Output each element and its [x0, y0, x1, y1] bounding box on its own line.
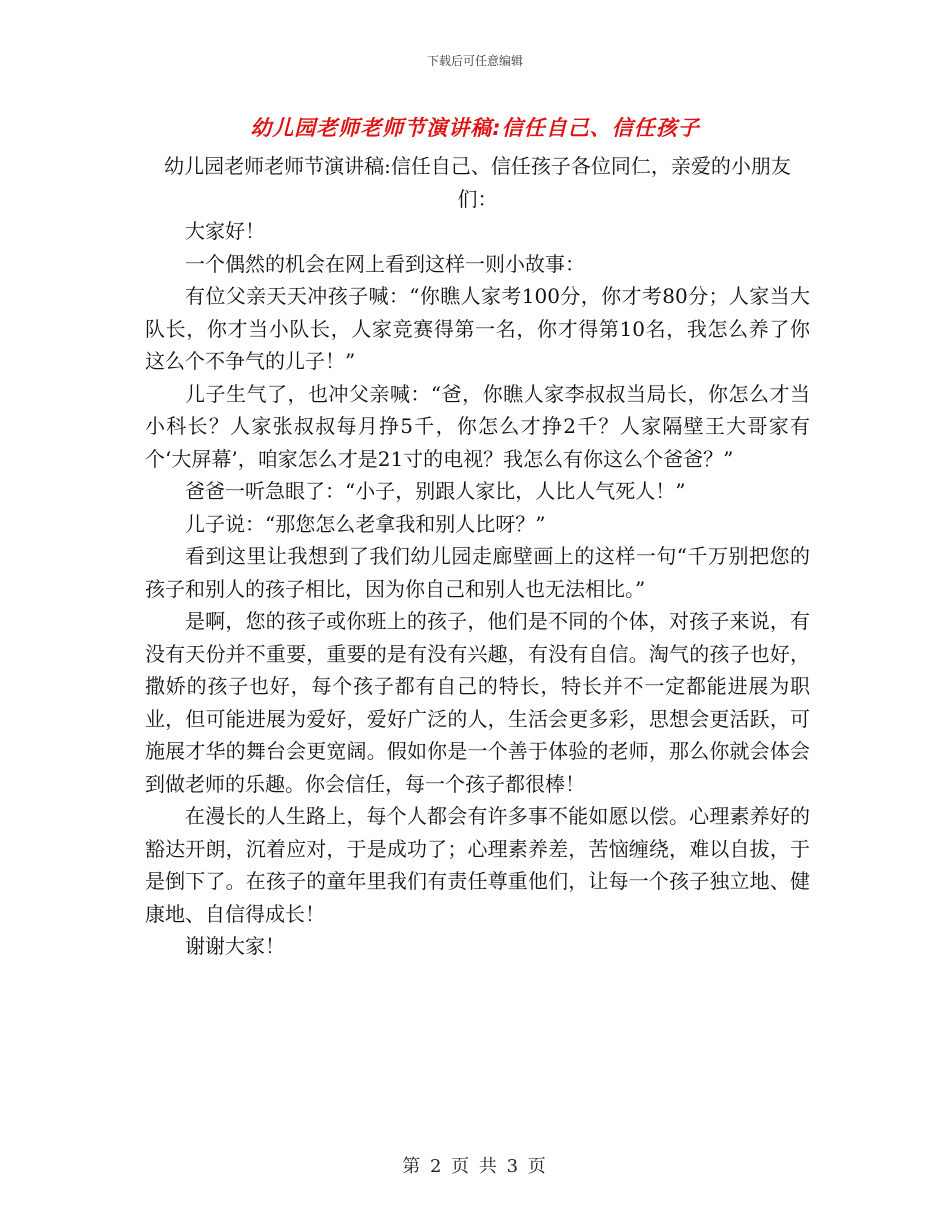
paragraph-son: 儿子生气了，也冲父亲喊：“爸，你瞧人家李叔叔当局长，你怎么才当小科长？人家张叔叔每月挣5千，你怎么才挣2千？人家隔壁王大哥家有个‘大屏幕’，咱家怎么才是21寸的电视？我怎么有你这么个爸爸？”	[145, 381, 810, 471]
paragraph-greeting: 大家好！	[185, 219, 265, 243]
paragraph-thanks: 谢谢大家！	[185, 934, 285, 958]
page-footer: 第 2 页 共 3 页	[402, 1156, 548, 1177]
paragraph-story-intro: 一个偶然的机会在网上看到这样一则小故事：	[185, 251, 585, 276]
paragraph-father: 有位父亲天天冲孩子喊：“你瞧人家考100分，你才考80分；人家当大队长，你才当小队长，人家竞赛得第一名，你才得第10名，我怎么养了你这么个不争气的儿子！”	[145, 284, 810, 373]
document-title: 幼儿园老师老师节演讲稿:信任自己、信任孩子	[250, 116, 700, 140]
paragraph-individuality: 是啊，您的孩子或你班上的孩子，他们是不同的个体，对孩子来说，有没有天份并不重要，重要的是有没有兴趣，有没有自信。淘气的孩子也好，撒娇的孩子也好，每个孩子都有自己的特长，特长并不一定都能进展为职业，但可能进展为爱好，爱好广泛的人，生活会更多彩，思想会更活跃，可施展才华的舞台会更宽阔。假如你是一个善于体验的老师，那么你就会体会到做老师的乐趣。你会信任，每一个孩子都很棒！	[145, 609, 810, 796]
paragraph-life-road: 在漫长的人生路上，每个人都会有许多事不能如愿以偿。心理素养好的豁达开朗，沉着应对，于是成功了；心理素养差，苦恼缠绕，难以自拔，于是倒下了。在孩子的童年里我们有责任尊重他们，让每一个孩子独立地、健康地、自信得成长！	[145, 804, 810, 926]
intro-paragraph: 幼儿园老师老师节演讲稿:信任自己、信任孩子各位同仁，亲爱的小朋友们：	[164, 154, 791, 211]
paragraph-mural-quote: 看到这里让我想到了我们幼儿园走廊壁画上的这样一句“千万别把您的孩子和别人的孩子相比，因为你自己和别人也无法相比。”	[145, 544, 810, 601]
paragraph-father-reply: 爸爸一听急眼了：“小子，别跟人家比，人比人气死人！”	[185, 479, 686, 503]
document-body	[145, 150, 810, 963]
header-note: 下载后可任意编辑	[426, 54, 523, 68]
paragraph-son-reply: 儿子说：“那您怎么老拿我和别人比呀？”	[185, 511, 546, 536]
